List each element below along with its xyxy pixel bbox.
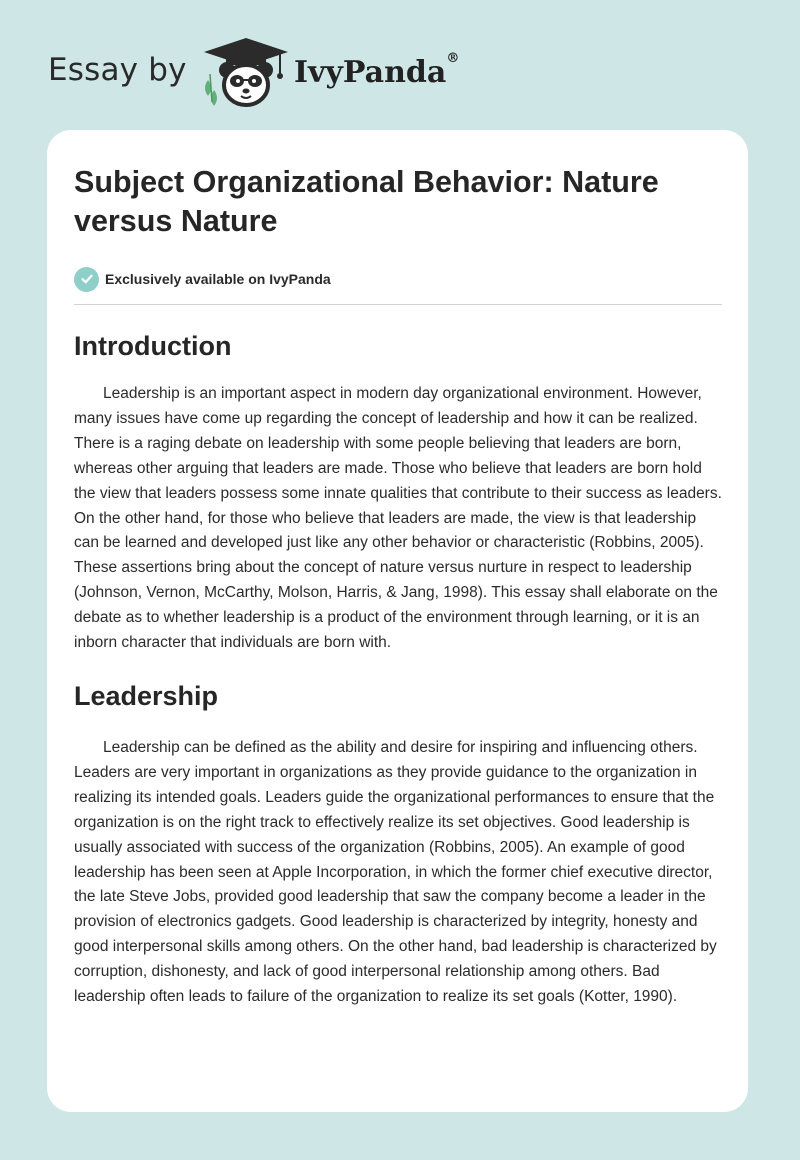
paragraph-introduction: Leadership is an important aspect in modern day organizational environment. However, many issues have come up regarding the concept of leadership and how it can be realized. There is a raging debate on leadership with some people believing that leaders are born, whereas other arguing that leaders are made. Those who believe that leaders are born hold the view that leaders possess some innate qualities that contribute to their success as leaders. On the other hand, for those who believe that leaders are made, the view is that leadership can be learned and developed just like any other behavior or characteristic (Robbins, 2005). These assertions bring about the concept of nature versus nurture in respect to leadership (Johnson, Vernon, McCarthy, Molson, Harris, & Jang, 1998). This essay shall elaborate on the debate as to whether leadership is a product of the environment through learning, or it is an inborn character that individuals are born with. [74,385,722,652]
brand-name-text: IvyPanda [294,55,447,90]
check-circle-icon [74,267,99,292]
exclusive-label: Exclusively available on IvyPanda [105,271,331,287]
panda-graduate-logo-icon[interactable] [200,36,292,108]
paragraph-leadership: Leadership can be defined as the ability and desire for inspiring and influencing others. Leaders are very important in organizations as they provide guidance to the organization in realizing its intended goals. Leaders guide the organizational performances to ensure that the organization is on the right track to effectively realize its set objectives. Good leadership is usually associated with success of the organization (Robbins, 2005). An example of good leadership has been seen at Apple Incorporation, in which the former chief executive director, the late Steve Jobs, provided good leadership that saw the company become a leader in the provision of electronics gadgets. Good leadership is characterized by integrity, honesty and good interpersonal skills among others. On the other hand, bad leadership is characterized by corruption, dishonesty, and lack of good interpersonal relationship among others. Bad leadership often leads to failure of the organization to realize its set goals (Kotter, 1990). [74,738,717,1006]
essay-by-label: Essay by [48,52,187,88]
brand-name[interactable] [294,51,460,90]
site-header [48,36,508,108]
essay-title: Subject Organizational Behavior: Nature versus Nature [74,165,659,238]
heading-introduction: Introduction [74,331,232,361]
registered-mark: ® [446,51,460,66]
essay-card [47,130,748,1112]
heading-leadership: Leadership [74,680,219,711]
exclusive-notice [74,266,722,292]
header-divider [74,304,722,305]
